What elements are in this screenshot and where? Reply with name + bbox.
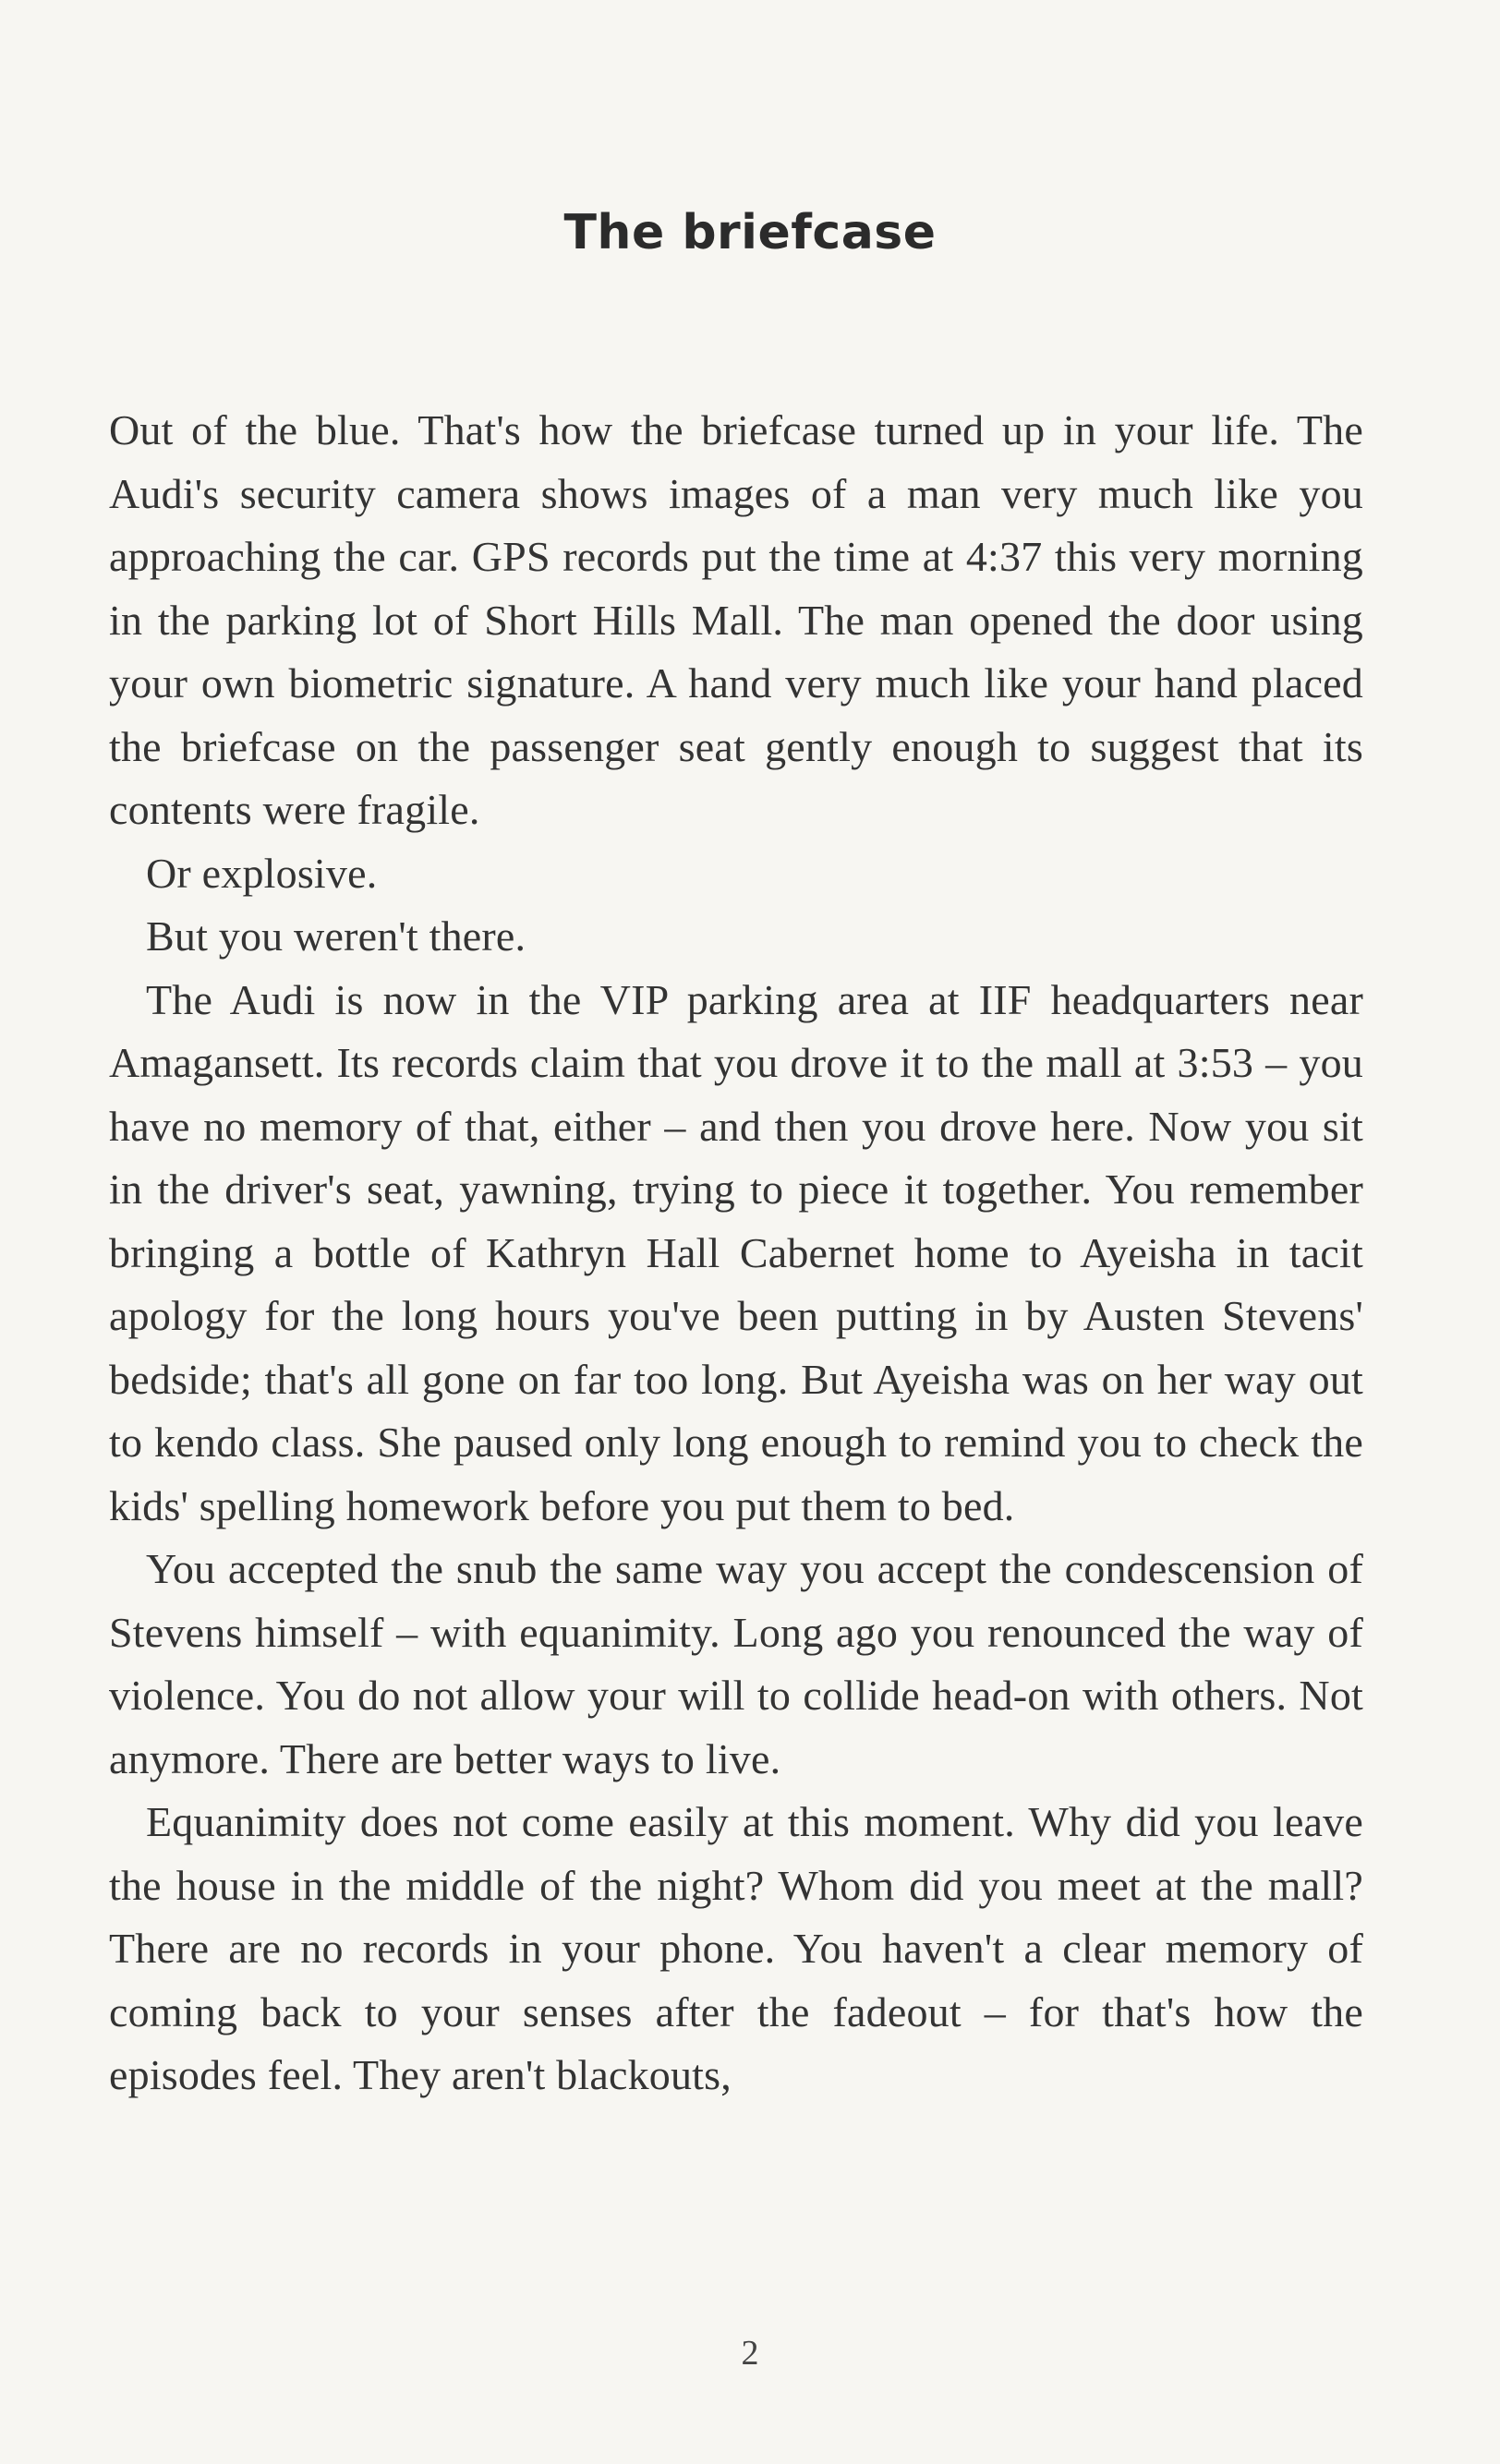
paragraph: Out of the blue. That's how the briefcase turned up in your life. The Audi's security camera shows images of a man very much like you approaching the car. GPS records put the time at 4:37 this very morning in the parking lot of Short Hills Mall. The man opened the door using your own biometric signature. A hand very much like your hand placed the briefcase on the passenger seat gently enough to suggest that its contents were fragile. (109, 406, 1363, 833)
paragraph: Or explosive. (146, 849, 378, 897)
chapter-title: The briefcase (563, 205, 937, 260)
paragraph: But you weren't there. (146, 912, 526, 960)
paragraph: The Audi is now in the VIP parking area at IIF headquarters near Amagansett. Its records claim that you drove it to the mall at 3:53 – you have no memory of that, either – and then you drove here. Now you sit in the driver's seat, yawning, trying to piece it together. You remember bringing a bottle of Kathryn Hall Cabernet home to Ayeisha in tacit apology for the long hours you've been putting in by Austen Stevens' bedside; that's all gone on far too long. But Ayeisha was on her way out to kendo class. She paused only long enough to remind you to check the kids' spelling homework before you put them to bed. (109, 975, 1363, 1529)
body-text (109, 399, 1363, 2108)
paragraph: You accepted the snub the same way you accept the condescension of Stevens himself – with equanimity. Long ago you renounced the way of violence. You do not allow your will to collide head-on with others. Not anymore. There are better ways to live. (109, 1545, 1363, 1782)
page-number: 2 (741, 2334, 759, 2373)
paragraph: Equanimity does not come easily at this moment. Why did you leave the house in the middle of the night? Whom did you meet at the mall? There are no records in your phone. You haven't a clear memory of coming back to your senses after the fadeout – for that's how the episodes feel. They aren't blackouts, (109, 1798, 1363, 2098)
